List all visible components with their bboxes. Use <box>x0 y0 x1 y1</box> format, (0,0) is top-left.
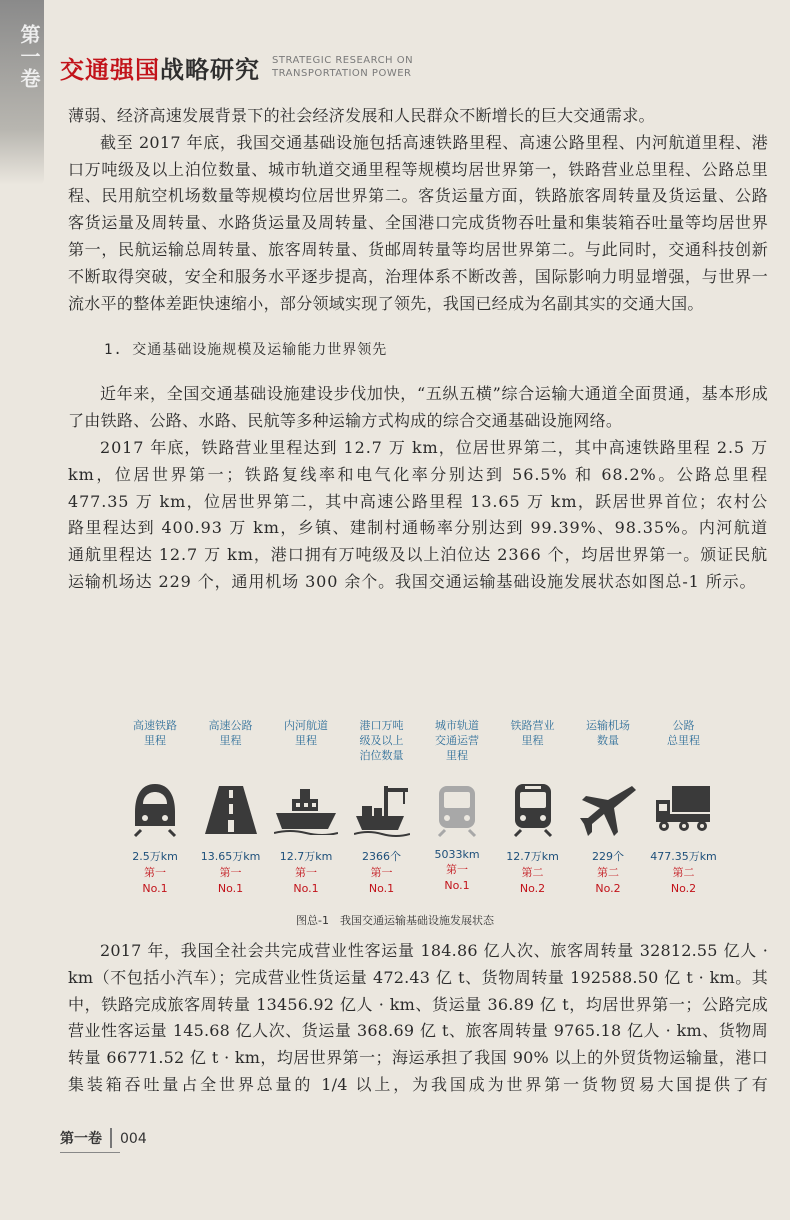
figure-item-rank-no: No.2 <box>670 882 697 895</box>
figure-item <box>118 718 192 896</box>
figure-item-label: 内河航道 里程 <box>284 719 328 747</box>
high-speed-train-icon <box>118 778 192 842</box>
section-heading: 1. 交通基础设施规模及运输能力世界领先 <box>104 342 388 359</box>
figure-item <box>496 718 570 896</box>
figure-item-label: 运输机场 数量 <box>586 719 630 747</box>
figure-item-value: 5033km <box>434 848 480 861</box>
paragraph: 2017 年，我国全社会共完成营业性客运量 184.86 亿人次、旅客周转量 32812.55 亿人 · km（不包括小汽车）；完成营业性货运量 472.43 亿 t、货物周转量 192588.50 亿 t · km。其中，铁路完成旅客周转量 13456.92 亿人 · km、货运量 36.89 亿 t，均居世界第一；公路完成营业性客运量 145.68 亿人次、货运量 368.69 亿 t、旅客周转量 9765.18 亿人 · km、货物周转量 66771.52 亿 t · km，均居世界第一；海运承担了我国 90% 以上的外贸货物运输量，港口集装箱吞吐量占全世界总量的 1/4 以上，为我国成为世界第一货物贸易大国提供了有 <box>68 941 768 1094</box>
truck-icon <box>647 778 721 842</box>
figure-item-label: 高速公路 里程 <box>208 719 253 747</box>
figure-item <box>571 718 645 896</box>
footer-volume: 第一卷 <box>60 1128 112 1148</box>
running-header <box>60 50 760 90</box>
figure-item-rank-no: No.1 <box>293 882 319 895</box>
page-number: 004 <box>120 1131 147 1147</box>
figure-item <box>194 718 268 896</box>
metro-icon <box>420 778 494 842</box>
figure-item-rank-no: No.1 <box>142 882 168 895</box>
paragraph: 2017 年底，铁路营业里程达到 12.7 万 km，位居世界第二，其中高速铁路里程 2.5 万 km，位居世界第一；铁路复线率和电气化率分别达到 56.5% 和 68.2%。公路总里程 477.35 万 km，位居世界第二，其中高速公路里程 13.65 万 km，跃居世界首位；农村公路里程达到 400.93 万 km，乡镇、建制村通畅率分别达到 99.39%、98.35%。内河航道通航里程达 12.7 万 km，港口拥有万吨级及以上泊位达 2366 个，均居世界第一。颁证民航运输机场达 229 个，通用机场 300 余个。我国交通运输基础设施发展状态如图总-1 所示。 <box>68 437 768 591</box>
figure-item-rank: 第一 <box>144 866 166 879</box>
book-title <box>60 50 260 85</box>
figure-item-value: 12.7万km <box>279 850 333 863</box>
figure-item-rank-no: No.1 <box>368 882 395 895</box>
figure-item-rank-no: No.2 <box>519 882 546 895</box>
paragraph: 截至 2017 年底，我国交通基础设施包括高速铁路里程、高速公路里程、内河航道里程、港口万吨级及以上泊位数量、城市轨道交通里程等规模均居世界第一，铁路营业总里程、公路总里程、民用航空机场数量等规模均位居世界第二。客货运量方面，铁路旅客周转量及货运量、公路客货运量及周转量、水路货运量及周转量、全国港口完成货物吞吐量和集装箱吞吐量等均居世界第一，民航运输总周转量、旅客周转量、货邮周转量等均居世界第二。与此同时，交通科技创新不断取得突破，安全和服务水平逐步提高，治理体系不断改善，国际影响力明显增强，与世界一流水平的整体差距快速缩小，部分领域实现了领先，我国已经成为名副其实的交通大国。 <box>68 132 768 313</box>
footer-divider <box>60 1152 120 1153</box>
ship-icon <box>269 778 343 842</box>
figure-item-rank: 第二 <box>597 866 619 879</box>
figure-item-value: 12.7万km <box>506 850 559 863</box>
figure-item-value: 477.35万km <box>650 850 717 863</box>
side-volume-tab: 第一卷 <box>0 0 44 185</box>
book-title-english <box>272 54 413 80</box>
infrastructure-figure <box>128 718 728 918</box>
figure-item-rank-no: No.2 <box>595 882 621 895</box>
figure-item-label: 公路 总里程 <box>667 719 700 747</box>
figure-item-rank-no: No.1 <box>217 882 244 895</box>
figure-item-value: 13.65万km <box>200 850 261 863</box>
paragraph: 近年来，全国交通基础设施建设步伐加快，“五纵五横”综合运输大通道全面贯通，基本形成了由铁路、公路、水路、民航等多种运输方式构成的综合交通基础设施网络。 <box>68 384 768 431</box>
figure-item-rank: 第二 <box>672 866 695 879</box>
figure-item <box>269 718 343 896</box>
figure-item <box>345 718 419 896</box>
figure-item-label: 铁路营业 里程 <box>510 719 555 747</box>
port-crane-icon <box>345 778 419 842</box>
figure-item-label: 城市轨道 交通运营 里程 <box>435 719 479 762</box>
body-text-continued <box>68 938 768 1099</box>
train-icon <box>496 778 570 842</box>
figure-item-rank: 第一 <box>446 863 468 876</box>
body-text <box>68 103 768 596</box>
figure-item-value: 2366个 <box>362 850 401 863</box>
english-title-line2: TRANSPORTATION POWER <box>272 68 412 79</box>
book-title-highlight: 交通强国 <box>60 56 160 84</box>
figure-item-rank: 第一 <box>295 866 317 879</box>
figure-item-rank: 第一 <box>219 866 242 879</box>
figure-item-rank-no: No.1 <box>444 879 470 892</box>
figure-item-label: 高速铁路 里程 <box>133 719 177 747</box>
book-title-rest: 战略研究 <box>160 56 260 84</box>
english-title-line1: STRATEGIC RESEARCH ON <box>272 55 414 66</box>
figure-item-rank: 第一 <box>370 866 393 879</box>
airplane-icon <box>571 778 645 842</box>
figure-caption: 图总-1 我国交通运输基础设施发展状态 <box>296 914 494 927</box>
figure-item-value: 2.5万km <box>132 850 178 863</box>
figure-item-rank: 第二 <box>521 866 544 879</box>
figure-item-value: 229个 <box>592 850 624 863</box>
figure-item <box>420 718 494 893</box>
figure-item-label: 港口万吨 级及以上 泊位数量 <box>359 719 404 762</box>
highway-icon <box>194 778 268 842</box>
figure-item <box>647 718 721 896</box>
paragraph: 薄弱、经济高速发展背景下的社会经济发展和人民群众不断增长的巨大交通需求。 <box>68 106 655 125</box>
page-footer <box>60 1128 147 1152</box>
